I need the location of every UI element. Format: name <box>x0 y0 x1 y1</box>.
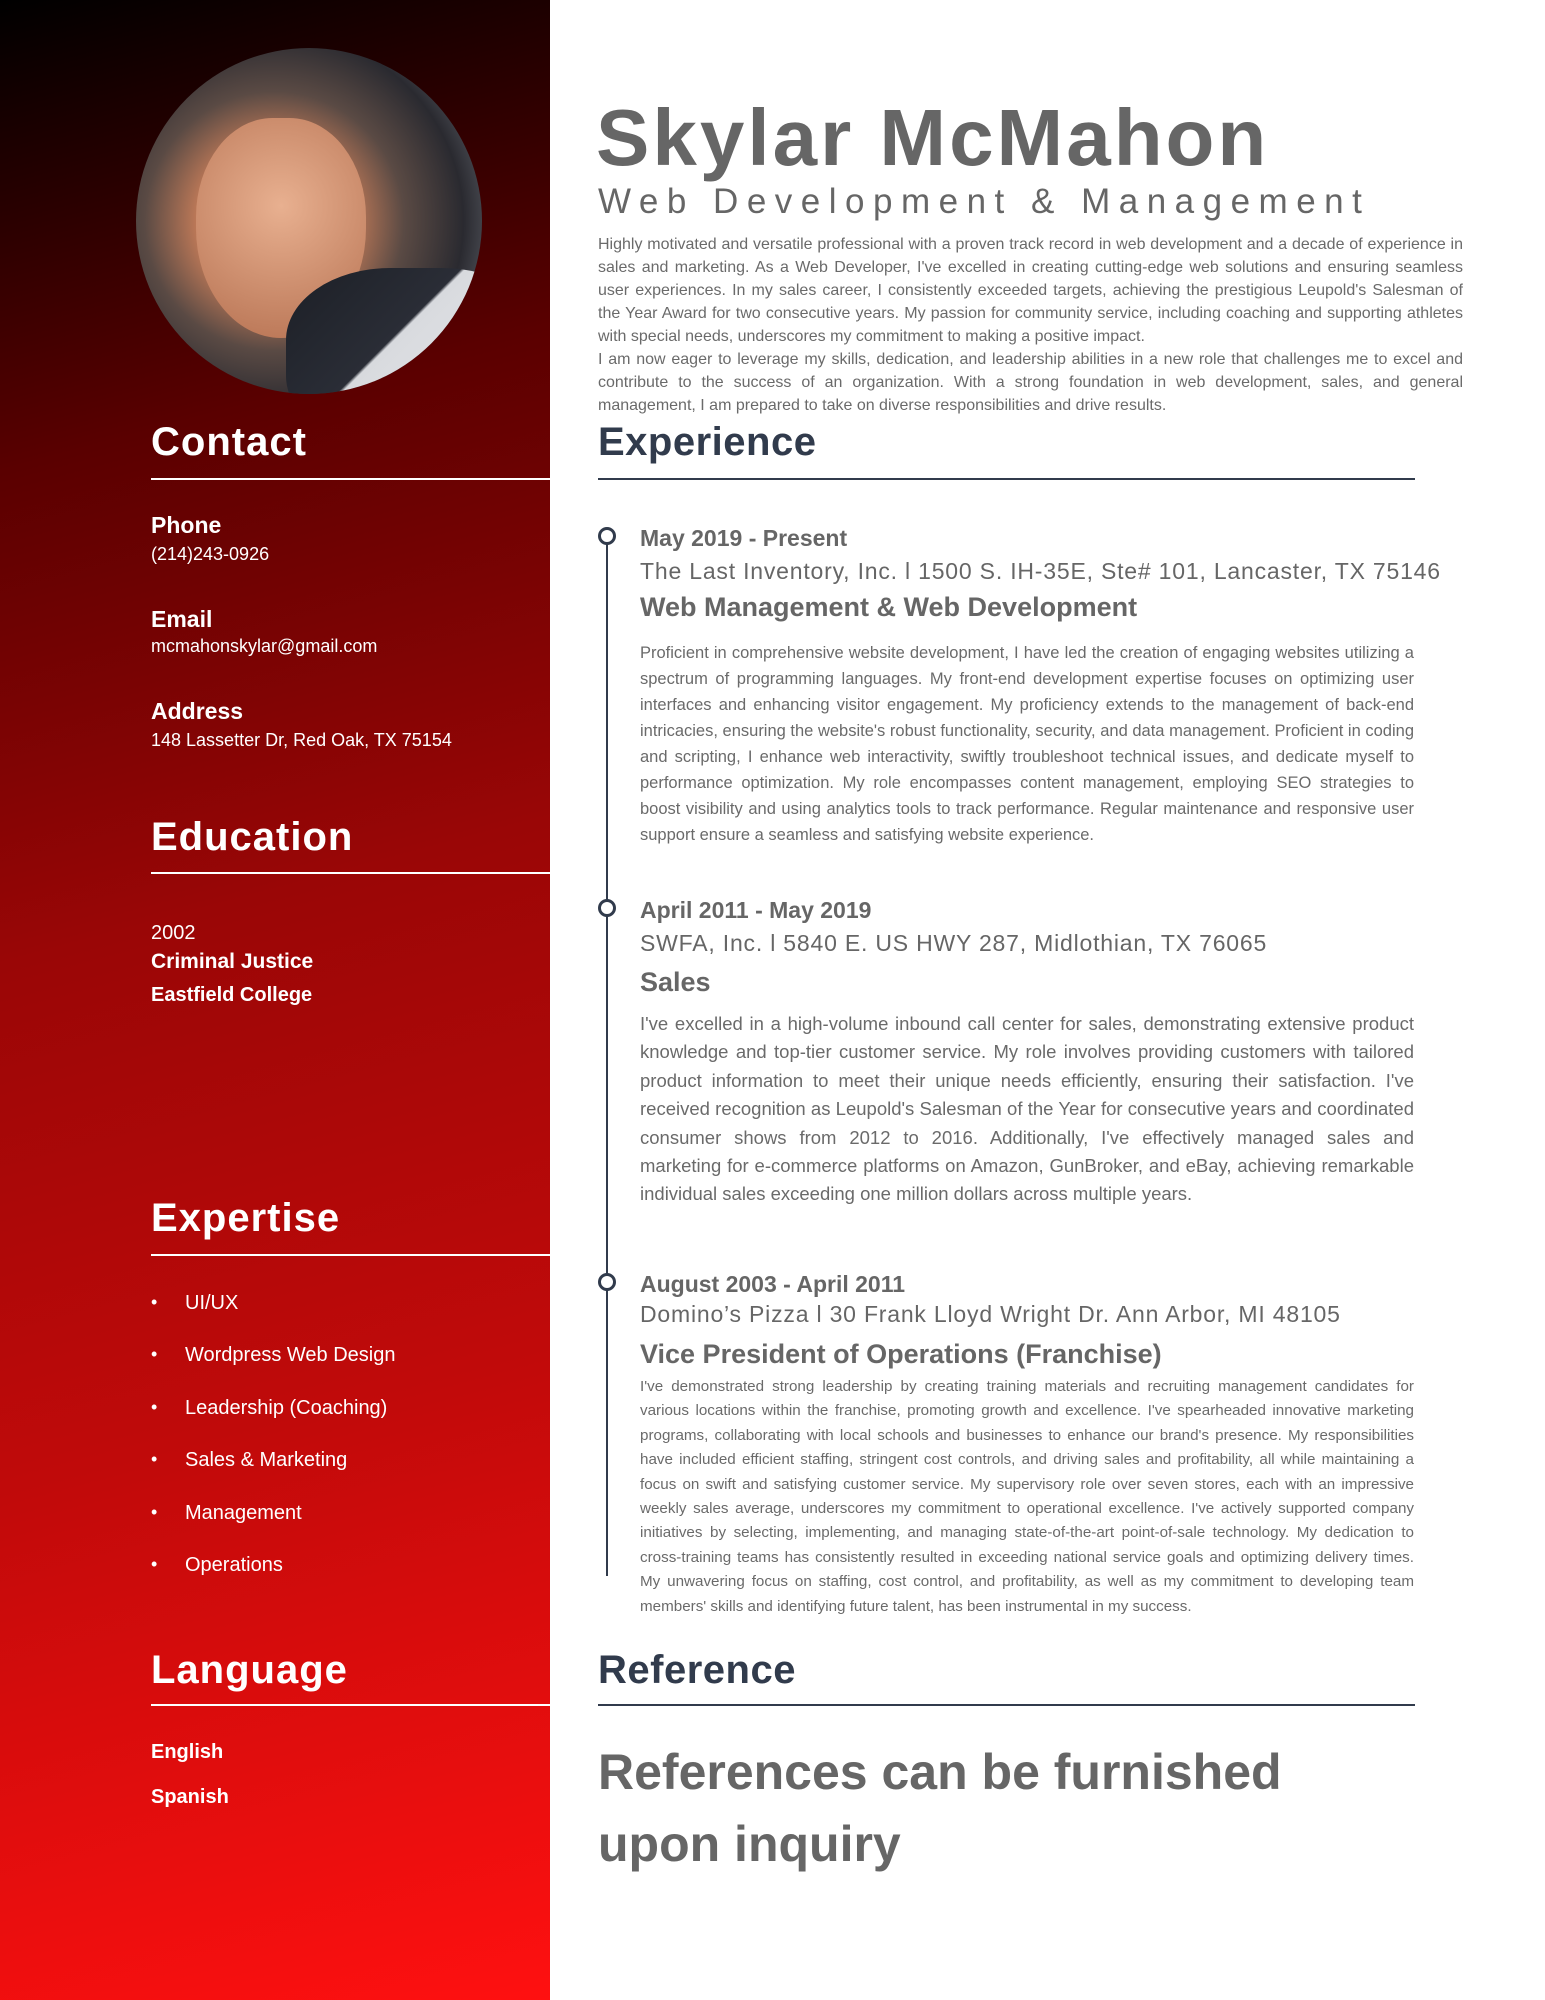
education-degree: Criminal Justice <box>151 950 314 973</box>
profile-photo <box>136 48 482 394</box>
summary-paragraph: Highly motivated and versatile professional with a proven track record in web development and a decade of experience in sales and marketing. As a Web Developer, I've excelled in creating cutting-edge web solutions and ensuring seamless user experiences. In my sales career, I consistently exceeded targets, achieving the prestigious Leupold's Salesman of the Year Award for two consecutive years. My passion for community service, including coaching and supporting athletes with special needs, underscores my commitment to making a positive impact. <box>598 236 1463 345</box>
phone-value: (214)243-0926 <box>151 544 270 564</box>
timeline-dot <box>598 527 616 545</box>
experience-company: Domino’s Pizza l 30 Frank Lloyd Wright Dr. Ann Arbor, MI 48105 <box>640 1301 1341 1327</box>
experience-heading: Experience <box>598 420 817 464</box>
experience-title: Web Management & Web Development <box>640 592 1138 622</box>
experience-title: Sales <box>640 967 711 997</box>
experience-company: The Last Inventory, Inc. l 1500 S. IH-35E, Ste# 101, Lancaster, TX 75146 <box>640 558 1441 584</box>
email-value: mcmahonskylar@gmail.com <box>151 636 378 656</box>
summary-paragraph: I am now eager to leverage my skills, dedication, and leadership abilities in a new role that challenges me to excel and contribute to the success of an organization. With a strong foundation in web development, sales, and general management, I am prepared to take on diverse responsibilities and drive results. <box>598 351 1463 414</box>
address-label: Address <box>151 698 244 724</box>
experience-date: August 2003 - April 2011 <box>640 1271 906 1297</box>
experience-description: Proficient in comprehensive website development, I have led the creation of engaging websites utilizing a spectrum of programming languages. My front-end development expertise focuses on optimizing user interfaces and enhancing visitor engagement. My proficiency extends to the management of back-end intricacies, ensuring the website's robust functionality, security, and data management. Proficient in coding and scripting, I enhance web interactivity, swiftly troubleshoot technical issues, and dedicate myself to performance optimization. My role encompasses content management, employing SEO strategies to boost visibility and using analytics tools to track performance. Regular maintenance and responsive user support ensure a seamless and satisfying website experience. <box>640 644 1414 844</box>
divider <box>598 478 1415 480</box>
expertise-heading: Expertise <box>151 1196 341 1240</box>
phone-label: Phone <box>151 512 222 538</box>
contact-heading: Contact <box>151 420 307 464</box>
reference-heading: Reference <box>598 1648 796 1692</box>
summary <box>598 233 1463 417</box>
sidebar: Contact Phone (214)243-0926 Email mcmahonskylar@gmail.com Address 148 Lassetter Dr, Red Oak, TX 75154 Education 2002 Criminal Justice Eastfield College Expertise UI/UX Wordpress Web Design Leadership (Coaching) Sales & Marketing Management Operations Language English Spanish <box>0 0 550 2000</box>
divider <box>151 478 550 480</box>
timeline-dot <box>598 899 616 917</box>
email-label: Email <box>151 606 213 632</box>
timeline-line <box>606 536 608 1576</box>
experience-title: Vice President of Operations (Franchise) <box>640 1339 1162 1369</box>
timeline-dot <box>598 1273 616 1291</box>
experience-company: SWFA, Inc. l 5840 E. US HWY 287, Midlothian, TX 76065 <box>640 930 1268 956</box>
experience-description: I've demonstrated strong leadership by creating training materials and recruiting management candidates for various locations within the franchise, promoting growth and excellence. I've spearheaded innovative marketing programs, collaborating with local schools and businesses to enhance our brand's presence. My responsibilities have included efficient staffing, stringent cost controls, and driving sales and profitability, all while maintaining a focus on swift and satisfying customer service. My supervisory role over seven stores, each with an impressive weekly sales average, underscores my commitment to operational excellence. I've actively supported company initiatives by selecting, implementing, and managing state-of-the-art point-of-sale technology. My dedication to cross-training teams has consistently resulted in exceeding national service goals and optimizing delivery times. My unwavering focus on staffing, cost control, and profitability, as well as my commitment to developing team members' skills and identifying future talent, has been instrumental in my success. <box>640 1378 1414 1615</box>
divider <box>151 872 550 874</box>
address-value: 148 Lassetter Dr, Red Oak, TX 75154 <box>151 730 452 750</box>
language-item: Spanish <box>151 1786 229 1808</box>
divider <box>151 1254 550 1256</box>
language-item: English <box>151 1741 224 1763</box>
reference-text: References can be furnished upon inquiry <box>598 1744 1282 1872</box>
language-heading: Language <box>151 1648 348 1692</box>
candidate-name: Skylar McMahon <box>596 93 1270 182</box>
experience-date: May 2019 - Present <box>640 525 848 551</box>
education-year: 2002 <box>151 922 196 944</box>
experience-date: April 2011 - May 2019 <box>640 897 872 923</box>
education-heading: Education <box>151 815 354 859</box>
experience-description: I've excelled in a high-volume inbound call center for sales, demonstrating extensive product knowledge and top-tier customer service. My role involves providing customers with tailored product information to meet their unique needs efficiently, ensuring their satisfaction. I've received recognition as Leupold's Salesman of the Year for consecutive years and coordinated consumer shows from 2012 to 2016. Additionally, I've effectively managed sales and marketing for e-commerce platforms on Amazon, GunBroker, and eBay, achieving remarkable individual sales exceeding one million dollars across multiple years. <box>640 1013 1414 1205</box>
candidate-subtitle: Web Development & Management <box>598 182 1371 221</box>
education-school: Eastfield College <box>151 984 313 1006</box>
divider <box>151 1704 550 1706</box>
divider <box>598 1704 1415 1706</box>
